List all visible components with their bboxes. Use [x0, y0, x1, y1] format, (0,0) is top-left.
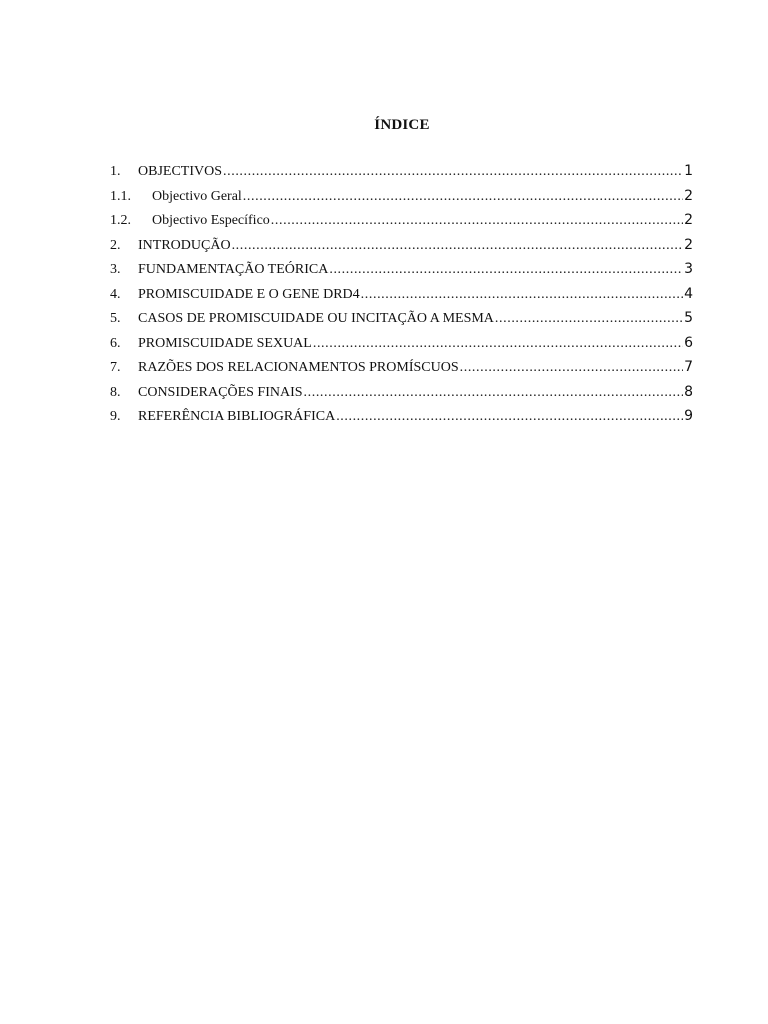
toc-entry-label: Objectivo Geral [152, 188, 242, 204]
toc-entry-casos-promiscuidade[interactable] [110, 310, 693, 335]
toc-entry-label: REFERÊNCIA BIBLIOGRÁFICA [138, 409, 336, 424]
toc-entry-promiscuidade-sexual[interactable] [110, 335, 693, 360]
dot-leader [313, 336, 683, 352]
dot-leader [232, 238, 684, 254]
toc-entry-page: 1 [684, 163, 693, 179]
toc-entry-number: 2. [110, 237, 121, 253]
toc-entry-number: 1.1. [110, 188, 131, 204]
toc-entry-label: FUNDAMENTAÇÃO TEÓRICA [138, 262, 329, 277]
toc-entry-page: 8 [684, 383, 693, 400]
dot-leader [329, 262, 683, 278]
toc-entry-label: OBJECTIVOS [138, 164, 223, 179]
toc-entry-page: 9 [684, 408, 693, 424]
toc-entry-promiscuidade-gene[interactable] [110, 286, 693, 311]
dot-leader [495, 311, 683, 327]
toc-entry-number: 6. [110, 335, 121, 351]
toc-entry-number: 5. [110, 311, 121, 326]
toc-entry-introducao[interactable] [110, 237, 693, 262]
toc-entry-label: PROMISCUIDADE SEXUAL [138, 335, 312, 351]
toc-entry-page: 5 [684, 310, 693, 326]
toc-entry-page: 3 [684, 261, 693, 277]
toc-entry-number: 8. [110, 384, 121, 400]
toc-entry-number: 3. [110, 262, 121, 277]
toc-entry-fundamentacao-teorica[interactable] [110, 261, 693, 286]
toc-entry-objectivo-especifico[interactable] [110, 212, 693, 237]
toc-entry-page: 7 [684, 359, 693, 375]
dot-leader [223, 164, 683, 180]
toc-entry-label: Objectivo Específico [152, 213, 270, 228]
toc-entry-label: RAZÕES DOS RELACIONAMENTOS PROMÍSCUOS [138, 360, 459, 375]
toc-entry-number: 4. [110, 286, 121, 302]
toc-entry-page: 2 [684, 187, 693, 204]
toc-entry-number: 9. [110, 409, 121, 424]
toc-entry-label: INTRODUÇÃO [138, 237, 231, 253]
toc-entry-razoes-relacionamentos[interactable] [110, 359, 693, 384]
dot-leader [361, 287, 683, 303]
toc-entry-number: 1. [110, 164, 121, 179]
toc-entry-page: 6 [684, 334, 693, 351]
toc-entry-page: 4 [684, 285, 693, 302]
toc-entry-page: 2 [684, 236, 693, 253]
toc-entry-label: CONSIDERAÇÕES FINAIS [138, 384, 303, 400]
dot-leader [304, 385, 684, 401]
toc-entry-label: PROMISCUIDADE E O GENE DRD4 [138, 286, 360, 302]
toc-entry-label: CASOS DE PROMISCUIDADE OU INCITAÇÃO A MESMA [138, 311, 494, 326]
toc-entry-objectivos[interactable] [110, 163, 693, 188]
dot-leader [336, 409, 683, 425]
dot-leader [243, 189, 683, 205]
toc-entry-page: 2 [684, 212, 693, 228]
toc-entry-consideracoes-finais[interactable] [110, 384, 693, 409]
toc-entry-number: 7. [110, 360, 121, 375]
toc-entry-number: 1.2. [110, 213, 131, 228]
table-of-contents [110, 163, 693, 433]
dot-leader [271, 213, 683, 229]
toc-entry-objectivo-geral[interactable] [110, 188, 693, 213]
page-title: ÍNDICE [374, 117, 430, 133]
dot-leader [460, 360, 683, 376]
toc-entry-referencia-bibliografica[interactable] [110, 408, 693, 433]
